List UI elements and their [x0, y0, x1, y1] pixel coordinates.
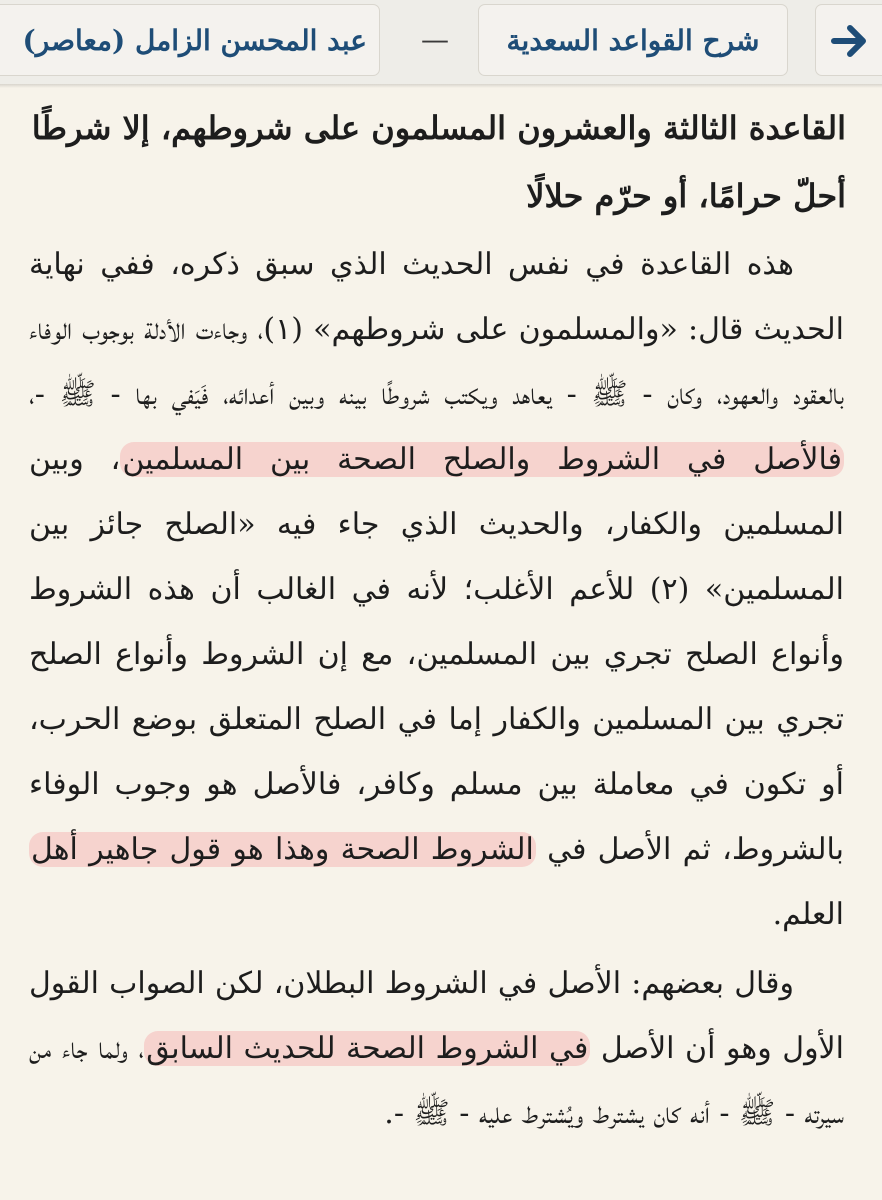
tab-book[interactable] [478, 4, 788, 76]
tab-author-label: عبد المحسن الزامل (معاصر) [22, 24, 367, 57]
highlight-1[interactable]: فالأصل في الشروط والصلح الصحة بين المسلمين [122, 442, 842, 477]
highlight-2[interactable]: الشروط الصحة وهذا هو قول جاهير أهل [31, 832, 534, 867]
toolbar-shadow [0, 84, 882, 88]
tab-author[interactable] [0, 4, 380, 76]
highlight-3[interactable]: في الشروط الصحة للحديث السابق [146, 1031, 589, 1066]
paragraph-2-text-b: ، ولما جاء من سيرته - ﷺ - أنه كان يشترط ويُشترط عليه - ﷺ -. [29, 1031, 844, 1131]
back-button[interactable] [815, 4, 882, 76]
paragraph-2 [29, 951, 844, 1146]
paragraph-1-text-a: هذه القاعدة في نفس الحديث الذي سبق ذكره، ففي نهاية الحديث قال: «والمسلمون على شروطهم» (١)، وجاءت الأدلة بوجوب الوفاء بالعقود والعهود، وكان - ﷺ - يعاهد ويكتب شروطًا بينه وبين أعدائه، فَيَفي بها - ﷺ -، [29, 247, 844, 412]
title-separator: — [421, 23, 449, 56]
tab-book-label: شرح القواعد السعدية [506, 24, 760, 57]
article-body [29, 232, 844, 1146]
rule-heading: القاعدة الثالثة والعشرون المسلمون على شروطهم، إلا شرطًا أحلّ حرامًا، أو حرّم حلالًا [31, 109, 846, 215]
paragraph-1 [29, 232, 844, 947]
top-navigation-bar [0, 0, 882, 85]
arrow-right-icon [830, 5, 870, 76]
paragraph-2-text-a: وقال بعضهم: الأصل في الشروط البطلان، لكن الصواب القول الأول وهو أن الأصل [29, 966, 844, 1066]
paragraph-1-text-b: ، وبين المسلمين والكفار، والحديث الذي جاء فيه «الصلح جائز بين المسلمين» (٢) للأعم الأغلب؛ لأنه في الغالب أن هذه الشروط وأنواع الصلح تجري بين المسلمين، مع إن الشروط وأنواع الصلح تجري بين المسلمين والكفار إما في الصلح المتعلق بوضع الحرب، أو تكون في معاملة بين مسلم وكافر، فالأصل هو وجوب الوفاء بالشروط، ثم الأصل في [29, 442, 845, 867]
paragraph-1-text-c: العلم. [772, 897, 844, 932]
